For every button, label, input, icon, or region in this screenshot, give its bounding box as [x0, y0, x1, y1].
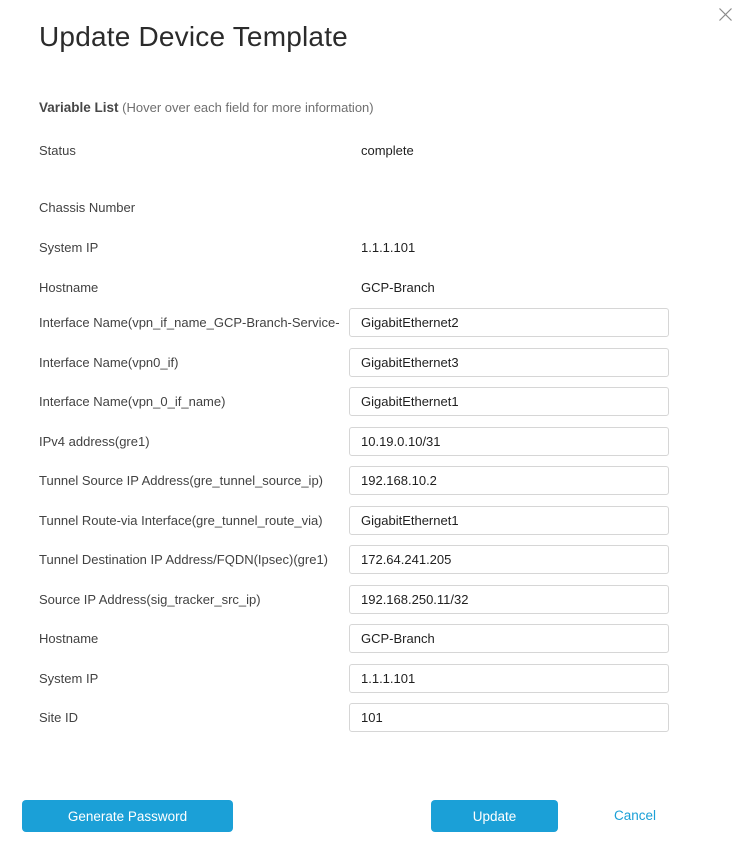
field-row-ipv4-address-gre1	[39, 427, 752, 456]
field-label: System IP	[39, 670, 99, 686]
section-hint: (Hover over each field for more information)	[122, 100, 374, 115]
field-value: complete	[361, 142, 414, 158]
field-label: Interface Name(vpn_0_if_name)	[39, 394, 226, 409]
close-button[interactable]	[716, 5, 734, 23]
close-icon	[718, 10, 733, 25]
field-row-tunnel-route-via	[39, 506, 752, 535]
field-label: Tunnel Route-via Interface(gre_tunnel_route_via)	[39, 512, 323, 528]
tunnel-route-via-input[interactable]	[349, 506, 669, 535]
interface-name-vpn0-if-input[interactable]	[349, 348, 669, 377]
field-row-system-ip	[39, 237, 752, 257]
field-row-tunnel-destination-ip	[39, 545, 752, 574]
page-title: Update Device Template	[39, 21, 348, 52]
dialog-footer	[0, 800, 752, 832]
field-label: Hostname	[39, 631, 99, 646]
hostname-input[interactable]	[349, 624, 669, 653]
field-row-hostname	[39, 277, 752, 297]
section-heading: Variable List	[39, 100, 119, 115]
field-label: IPv4 address(gre1)	[39, 433, 150, 449]
field-label: Tunnel Source IP Address(gre_tunnel_source_ip)	[39, 473, 324, 488]
source-ip-tracker-input[interactable]	[349, 585, 669, 614]
variable-list-header	[39, 100, 752, 116]
tunnel-destination-ip-input[interactable]	[349, 545, 669, 574]
field-row-status	[39, 140, 752, 160]
field-value: 1.1.1.101	[361, 239, 416, 255]
field-row-source-ip-tracker	[39, 585, 752, 614]
field-row-tunnel-source-ip	[39, 466, 752, 495]
field-value: GCP-Branch	[361, 279, 435, 295]
field-row-interface-name-vpn-0-if-name	[39, 387, 752, 416]
site-id-input[interactable]	[349, 703, 669, 732]
tunnel-source-ip-input[interactable]	[349, 466, 669, 495]
field-row-system-ip-input	[39, 664, 752, 693]
field-row-interface-name-vpn0-if	[39, 348, 752, 377]
ipv4-address-gre1-input[interactable]	[349, 427, 669, 456]
field-row-site-id	[39, 703, 752, 732]
field-label: System IP	[39, 239, 99, 255]
field-label: Interface Name(vpn0_if)	[39, 354, 179, 370]
generate-password-button[interactable]: Generate Password	[22, 800, 233, 832]
update-button[interactable]: Update	[431, 800, 558, 832]
cancel-link[interactable]: Cancel	[614, 808, 657, 823]
field-label: Hostname	[39, 279, 99, 295]
interface-name-vpn-0-if-name-input[interactable]	[349, 387, 669, 416]
interface-name-service-input[interactable]	[349, 308, 669, 337]
field-label: Site ID	[39, 710, 79, 725]
field-label: Tunnel Destination IP Address/FQDN(Ipsec)(gre1)	[39, 552, 329, 567]
field-row-interface-name-service	[39, 308, 752, 337]
field-label: Status	[39, 142, 76, 158]
field-row-chassis-number	[39, 197, 752, 217]
variable-list	[39, 140, 752, 732]
field-label: Chassis Number	[39, 199, 136, 215]
field-label: Interface Name(vpn_if_name_GCP-Branch-Service-	[39, 315, 340, 330]
field-label: Source IP Address(sig_tracker_src_ip)	[39, 591, 261, 607]
field-row-hostname-input	[39, 624, 752, 653]
system-ip-input[interactable]	[349, 664, 669, 693]
